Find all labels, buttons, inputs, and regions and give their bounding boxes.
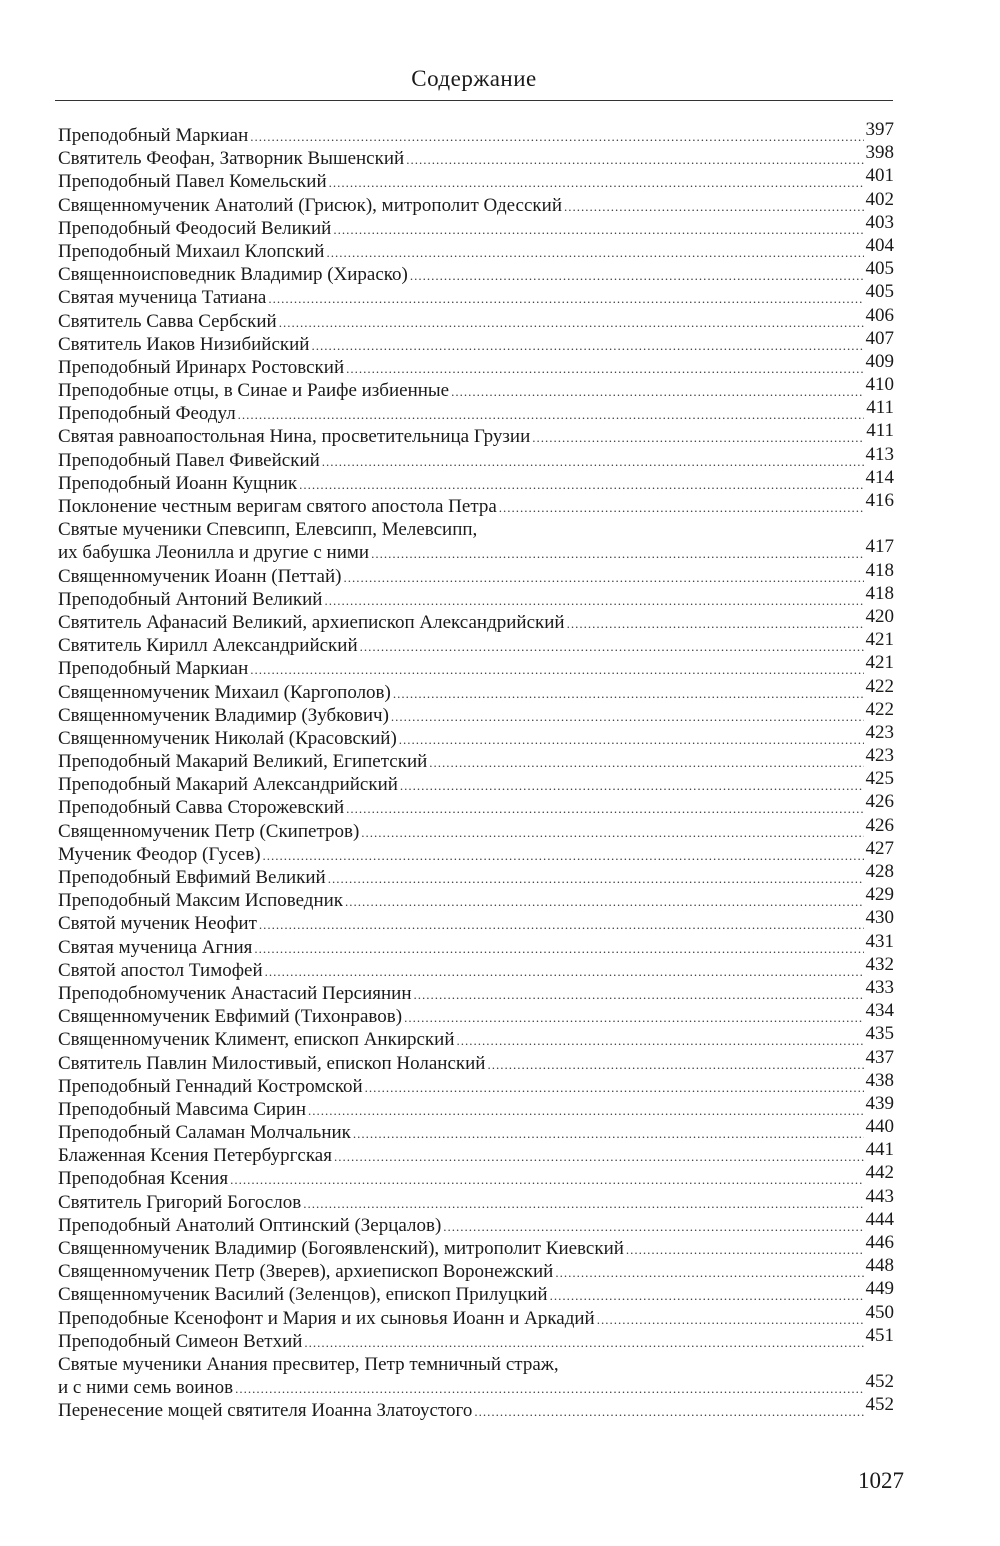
dot-leader [391,705,864,728]
toc-entry-title: Преподобный Мавсима Сирин [58,1098,307,1120]
toc-entry-line [58,745,894,773]
toc-entry-line [58,1162,894,1190]
dot-leader [399,728,864,751]
dot-leader [263,844,864,867]
toc-entry-line [58,490,894,518]
toc-entry-title: Святитель Иаков Низибийский [58,333,310,355]
toc-entry-title: Преподобный Анатолий Оптинский (Зерцалов) [58,1214,442,1236]
toc-entry-line [58,953,894,982]
toc-entry [58,443,894,472]
toc-entry-title: Перенесение мощей святителя Иоанна Златоустого [58,1400,473,1422]
toc-entry [58,930,894,959]
dot-leader [555,1261,863,1284]
toc-entry-line [58,211,894,240]
toc-entry [58,1232,894,1260]
toc-entry-line [58,304,894,333]
toc-entry-line [58,1046,894,1075]
toc-entry-page: 452 [865,1394,894,1416]
dot-leader [311,334,863,357]
toc-entry-page: 411 [866,420,894,442]
toc-entry-line [58,234,894,263]
toc-entry-line [58,165,894,193]
dot-leader [279,311,864,334]
toc-entry [58,1255,894,1283]
toc-entry-page: 413 [865,443,894,465]
header-rule [55,100,893,101]
toc-entry-line [58,884,894,912]
toc-entry-line [58,791,894,819]
toc-entry [58,675,894,704]
toc-entry-title: Преподобный Саламан Молчальник [58,1122,351,1144]
dot-leader [626,1238,864,1261]
toc-entry-line [58,629,894,657]
toc-entry-page: 416 [865,490,894,511]
dot-leader [393,682,864,705]
toc-entry-line [58,721,894,750]
toc-entry-title: Преподобные Ксенофонт и Мария и их сыновья Иоанн и Аркадий [58,1307,595,1329]
dot-leader [308,1099,863,1122]
toc-entry-title: Преподобный Михаил Клопский [58,240,325,262]
toc-entry-line [58,837,894,866]
toc-entry-title-line1 [58,1353,894,1376]
toc-entry-title: Святитель Павлин Милостивый, епископ Ноланский [58,1052,486,1074]
toc-entry-line [58,1394,894,1422]
dot-leader [326,241,863,264]
toc-entry-title: Преподобный Маркиан [58,125,249,146]
dot-leader [360,635,864,658]
dot-leader [361,821,863,844]
toc-entry-page: 438 [865,1069,894,1091]
toc-entry [58,1353,894,1399]
toc-entry-page: 443 [865,1185,894,1207]
page-title: Содержание [411,66,537,91]
toc-entry [58,1278,894,1306]
toc-entry-title: Поклонение честным веригам святого апостола Петра [58,496,497,517]
dot-leader [322,450,864,473]
toc-entry-title: Святитель Савва Сербский [58,310,277,332]
toc-entry-title: Преподобный Макарий Великий, Египетский [58,751,428,773]
dot-leader [429,751,863,774]
dot-leader [254,937,863,960]
dot-leader [457,1029,864,1052]
toc-entry-page: 418 [865,582,894,604]
dot-leader [250,658,863,681]
dot-leader [238,403,865,426]
dot-leader [346,797,863,820]
toc-entry-line [58,1092,894,1121]
toc-entry-line [58,142,894,170]
toc-entry-title: Преподобная Ксения [58,1168,229,1190]
toc-entry [58,1324,894,1353]
toc-entry-line [58,559,894,588]
toc-entry [58,721,894,750]
dot-leader [346,357,863,380]
toc-entry-title: Святитель Феофан, Затворник Вышенский [58,148,405,170]
dot-leader [443,1215,863,1238]
toc-entry-page: 425 [865,768,894,790]
dot-leader [414,983,864,1006]
toc-entry-line [58,1139,894,1167]
toc-entry [58,188,894,217]
dot-leader [304,1331,863,1354]
toc-entry [58,629,894,657]
toc-entry-line [58,930,894,959]
toc-entry-title: Преподобный Павел Комельский [58,171,327,193]
toc-entry-line [58,1023,894,1051]
toc-entry [58,1023,894,1051]
toc-entry-line [58,1324,894,1353]
toc-entry-title: Святитель Кирилл Александрийский [58,635,358,657]
toc-entry-title: Святитель Афанасий Великий, архиепископ Александрийский [58,611,565,633]
toc-entry [58,1000,894,1028]
toc-entry-page: 431 [865,930,894,952]
toc-entry-page: 439 [865,1092,894,1114]
toc-entry-title: Священномученик Евфимий (Тихонравов) [58,1006,403,1028]
toc-entry [58,1092,894,1121]
toc-entry-line [58,350,894,379]
toc-entry-page: 402 [865,188,894,210]
dot-leader [345,890,863,913]
toc-entry-title: Преподобный Иринарх Ростовский [58,356,345,378]
toc-entry [58,559,894,588]
toc-entry-page: 418 [865,559,894,581]
toc-entry-page: 417 [865,536,894,558]
toc-entry [58,374,894,402]
toc-entry-title: Священномученик Михаил (Каргополов) [58,681,391,703]
toc-entry-title: Святая равноапостольная Нина, просветительница Грузии [58,426,531,448]
toc-entry-line [58,1278,894,1306]
toc-entry-page: 421 [865,629,894,651]
toc-entry-line [58,258,894,286]
toc-entry-title: Священномученик Николай (Красовский) [58,727,397,749]
toc-entry-title: Преподобный Антоний Великий [58,588,323,610]
toc-entry-line [58,188,894,217]
dot-leader [567,612,864,635]
toc-entry [58,119,894,147]
toc-entry-page: 403 [865,211,894,233]
toc-entry-line [58,119,894,147]
dot-leader [230,1168,863,1191]
toc-entry [58,1301,894,1330]
toc-entry-title: Блаженная Ксения Петербургская [58,1145,332,1167]
toc-entry-title: их бабушка Леонилла и другие с ними [58,542,370,564]
dot-leader [353,1122,864,1145]
toc-entry-line [58,1371,894,1399]
dot-leader [371,542,863,565]
toc-entry-line [58,1255,894,1283]
toc-entry-title: Преподобный Феодул [58,403,236,425]
toc-entry-page: 414 [865,466,894,488]
toc-entry-line [58,768,894,796]
toc-entry-title: Священномученик Петр (Скипетров) [58,820,360,842]
toc-entry-title: Преподобный Феодосий Великий [58,217,332,239]
toc-entry-page: 429 [865,884,894,906]
toc-entry [58,1046,894,1075]
toc-entry-page: 405 [865,281,894,303]
toc-entry [58,1185,894,1214]
dot-leader [474,1400,863,1423]
dot-leader [404,1006,863,1029]
toc-entry-page: 406 [865,304,894,326]
toc-entry-line [58,1000,894,1028]
toc-entry-title: Священномученик Петр (Зверев), архиепископ Воронежский [58,1261,554,1283]
toc-entry-title: и с ними семь воинов [58,1377,234,1399]
toc-entry [58,350,894,379]
toc-entry-title: Священномученик Анатолий (Грисюк), митрополит Одесский [58,194,562,216]
toc-entry-page: 404 [865,234,894,256]
toc-entry-page: 420 [865,605,894,627]
toc-entry-page: 441 [865,1139,894,1161]
toc-entry-page: 410 [865,374,894,396]
toc-entry [58,304,894,333]
toc-entry-page: 421 [865,652,894,674]
toc-entry-page: 411 [866,397,894,419]
toc-entry-line [58,536,894,564]
toc-entry-page: 426 [865,814,894,836]
dot-leader [451,380,863,403]
toc-entry [58,907,894,935]
toc-entry-line [58,698,894,727]
toc-entry-line [58,976,894,1005]
toc-entry-page: 405 [865,258,894,280]
toc-entry-title: Святой апостол Тимофей [58,959,263,981]
toc-entry-title: Священномученик Владимир (Зубкович) [58,704,389,726]
dot-leader [250,125,863,148]
toc-entry-page: 426 [865,791,894,813]
toc-entry-title: Священномученик Климент, епископ Анкирский [58,1029,455,1051]
toc-entry-page: 450 [865,1301,894,1323]
toc-entry [58,837,894,866]
toc-entry [58,605,894,634]
toc-entry [58,1162,894,1190]
toc-entry-page: 423 [865,721,894,743]
toc-entry-page: 434 [865,1000,894,1022]
toc-entry-page: 423 [865,745,894,767]
toc-entry [58,490,894,518]
toc-entry-line [58,1208,894,1237]
toc-entry [58,327,894,356]
toc-entry [58,258,894,286]
toc-entry-line [58,582,894,611]
dot-leader [499,496,864,519]
toc-entry [58,976,894,1005]
toc-entry-line [58,1301,894,1330]
toc-entry [58,814,894,843]
toc-entry-title: Преподобный Евфимий Великий [58,867,326,888]
toc-entry [58,884,894,912]
dot-leader [410,264,864,287]
toc-entry-title: Преподобный Маркиан [58,658,249,680]
toc-entry-page: 448 [865,1255,894,1277]
toc-entry-title: Преподобномученик Анастасий Персиянин [58,982,412,1004]
dot-leader [406,148,863,171]
toc-entry-line [58,327,894,356]
dot-leader [235,1377,863,1400]
dot-leader [324,589,863,612]
toc-entry-title: Преподобный Савва Сторожевский [58,797,345,819]
dot-leader [259,913,864,936]
toc-entry [58,1394,894,1422]
toc-entry-title: Преподобный Макарий Александрийский [58,774,398,796]
toc-entry [58,953,894,982]
toc-entry-line [58,420,894,448]
dot-leader [333,218,863,241]
toc-entry-page: 401 [865,165,894,187]
toc-entry-page: 427 [865,837,894,859]
toc-entry-title: Преподобный Максим Исповедник [58,890,344,912]
dot-leader [365,1076,864,1099]
toc-entry-page: 422 [865,675,894,697]
toc-entry [58,466,894,495]
toc-entry [58,518,894,564]
dot-leader [268,287,863,310]
dot-leader [328,867,864,890]
toc-entry [58,861,894,889]
toc-entry-title: Преподобный Павел Фивейский [58,449,320,471]
toc-entry-title: Священномученик Иоанн (Петтай) [58,565,342,587]
toc-entry [58,165,894,193]
page-number: 1027 [858,1468,904,1493]
dot-leader [334,1145,864,1168]
dot-leader [329,171,864,194]
toc-entry [58,1116,894,1144]
dot-leader [400,774,864,797]
toc-entry-page: 440 [865,1116,894,1138]
toc-entry-page: 409 [865,350,894,372]
toc-entry-title: Святая мученица Агния [58,936,253,958]
toc-entry-page: 446 [865,1232,894,1253]
toc-entry [58,791,894,819]
toc-entry-title: Священноисповедник Владимир (Хираско) [58,264,408,286]
dot-leader [487,1053,863,1076]
toc-entry-page: 422 [865,698,894,720]
toc-entry-page: 435 [865,1023,894,1045]
toc-entry [58,420,894,448]
dot-leader [564,195,864,218]
toc-entry-page: 430 [865,907,894,929]
toc-entry-page: 397 [865,119,894,140]
toc-entry [58,1208,894,1237]
toc-entry [58,768,894,796]
toc-entry [58,582,894,611]
toc-entry [58,1139,894,1167]
toc-entry-page: 398 [865,142,894,164]
toc-entry-page: 407 [865,327,894,349]
toc-entry-title: Преподобный Иоанн Кущник [58,472,298,494]
toc-entry-line [58,1116,894,1144]
dot-leader [532,426,864,449]
toc-entry-title: Священномученик Василий (Зеленцов), епископ Прилуцкий [58,1284,548,1306]
toc-entry-title: Святой мученик Неофит [58,913,257,935]
toc-entry-title: Святитель Григорий Богослов [58,1191,302,1213]
toc-entry-line [58,397,894,425]
toc-entry [58,142,894,170]
toc-entry-page: 442 [865,1162,894,1184]
toc-entry-line [58,605,894,634]
toc-entry [58,397,894,425]
toc-entry-title-first-line: Святые мученики Спевсипп, Елевсипп, Мелевсипп, [58,519,478,541]
toc-entry-line [58,443,894,472]
dot-leader [265,960,864,983]
toc-entry-page: 451 [865,1324,894,1346]
toc-entry-line [58,1185,894,1214]
toc-entry-line [58,1232,894,1260]
dot-leader [344,566,864,589]
toc-entry-page: 449 [865,1278,894,1300]
toc-entry-title: Мученик Феодор (Гусев) [58,843,261,865]
toc-entry [58,1069,894,1098]
toc-entry-title-first-line: Святые мученики Анания пресвитер, Петр темничный страж, [58,1353,559,1375]
toc-entry-title: Священномученик Владимир (Богоявленский), митрополит Киевский [58,1238,624,1259]
toc-entry-title: Преподобные отцы, в Синае и Раифе избиенные [58,380,450,402]
toc-entry-page: 428 [865,861,894,882]
toc-entry-page: 437 [865,1046,894,1068]
dot-leader [597,1308,864,1331]
toc-entry [58,211,894,240]
toc-entry-title: Преподобный Геннадий Костромской [58,1075,363,1097]
table-of-contents [58,119,894,1423]
toc-entry [58,234,894,263]
dot-leader [303,1192,863,1215]
toc-entry-line [58,652,894,680]
toc-entry-page: 433 [865,976,894,998]
toc-entry-line [58,281,894,309]
toc-entry [58,745,894,773]
toc-entry-line [58,814,894,843]
toc-entry-line [58,1069,894,1098]
dot-leader [299,473,863,496]
toc-entry-page: 444 [865,1208,894,1230]
toc-entry-line [58,466,894,495]
dot-leader [550,1284,864,1307]
toc-entry [58,281,894,309]
toc-entry-page: 432 [865,953,894,975]
toc-entry-page: 452 [865,1371,894,1393]
toc-entry-title-line1 [58,518,894,541]
toc-entry [58,652,894,680]
toc-entry-line [58,675,894,704]
toc-entry-line [58,907,894,935]
toc-entry [58,698,894,727]
toc-entry-line [58,861,894,889]
toc-entry-line [58,374,894,402]
toc-entry-title: Святая мученица Татиана [58,287,267,309]
toc-entry-title: Преподобный Симеон Ветхий [58,1330,303,1352]
